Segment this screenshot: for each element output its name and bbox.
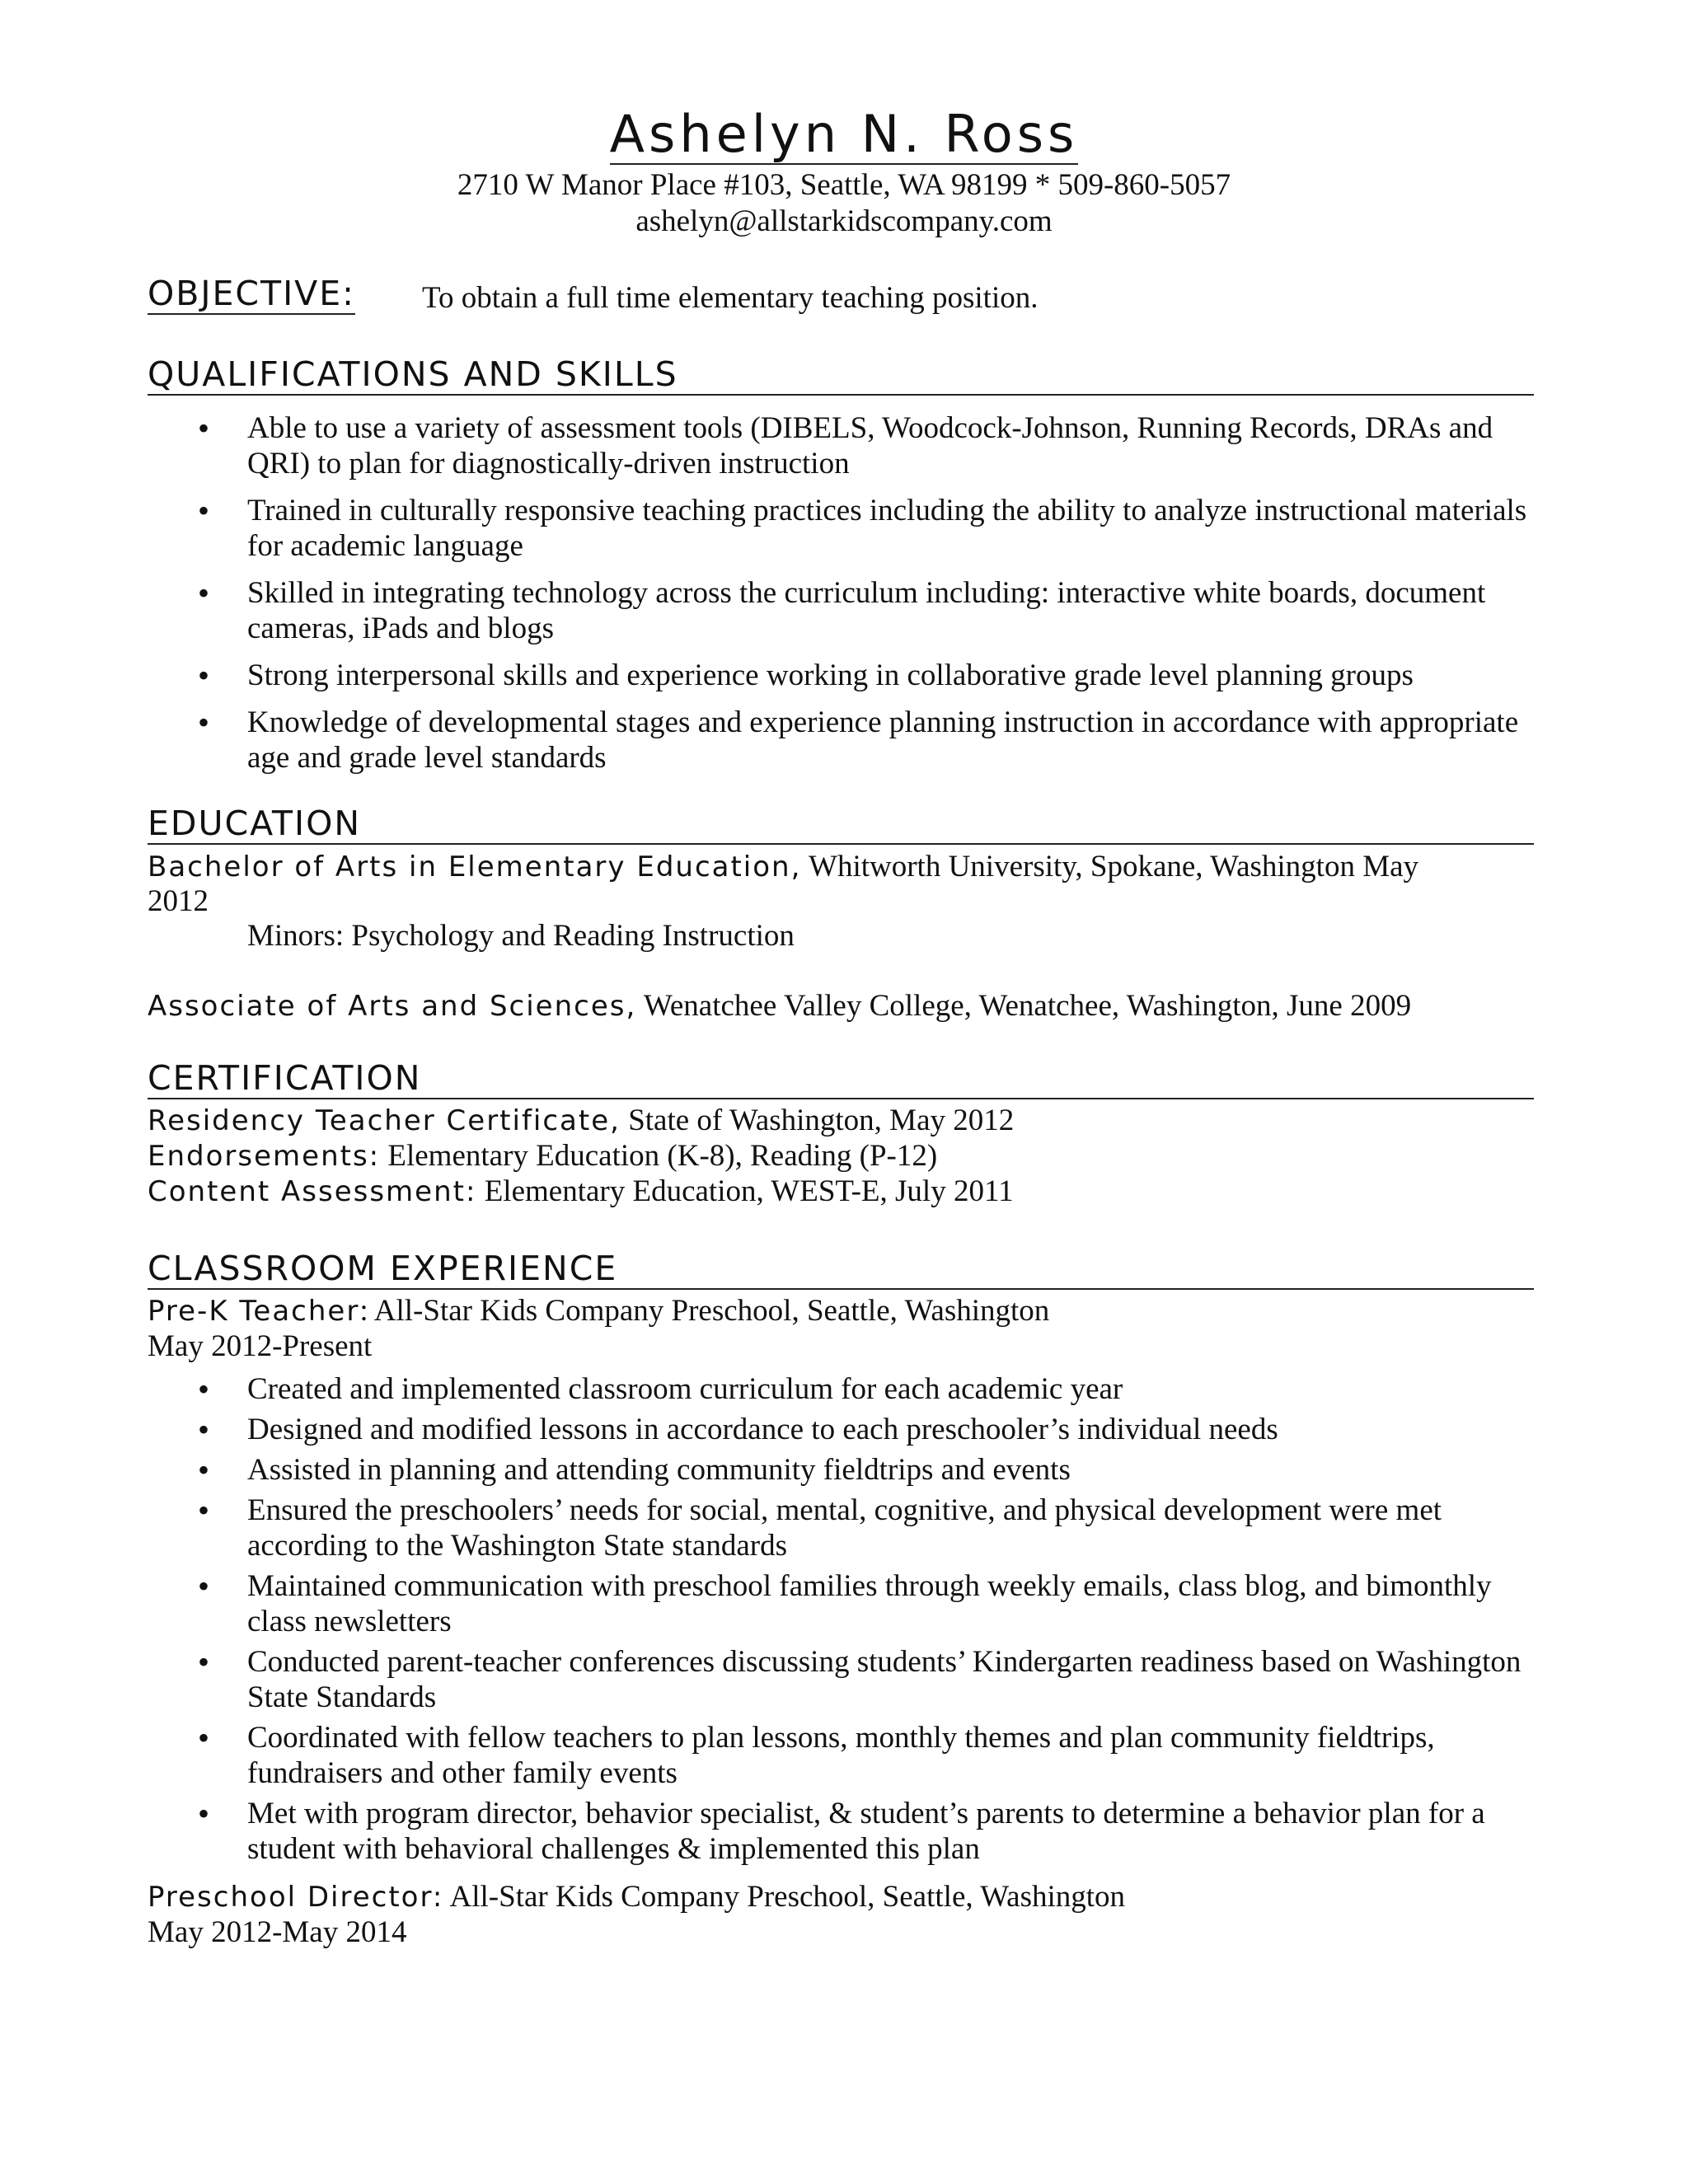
section-heading-certification: CERTIFICATION	[148, 1058, 1534, 1099]
degree-year: 2012	[148, 884, 209, 918]
candidate-name: Ashelyn N. Ross	[609, 104, 1079, 164]
list-item: • Strong interpersonal skills and experience working in collaborative grade level planning groups	[0, 658, 1533, 693]
list-item: • Ensured the preschoolers’ needs for social, mental, cognitive, and physical development were met according to the Washington State standards	[0, 1493, 1533, 1563]
section-heading-experience: CLASSROOM EXPERIENCE	[148, 1249, 1534, 1290]
job-2-heading	[148, 1879, 1125, 1915]
job-2-dates: May 2012-May 2014	[148, 1915, 407, 1949]
endorsements-detail: Elementary Education (K-8), Reading (P-12)	[387, 1139, 938, 1173]
job-place: All-Star Kids Company Preschool, Seattle, Washington	[449, 1880, 1126, 1914]
degree-detail: Whitworth University, Spokane, Washington May	[809, 850, 1419, 883]
certification-label: Residency Teacher Certificate,	[148, 1104, 621, 1137]
certification-line	[148, 1103, 1014, 1139]
list-item: • Able to use a variety of assessment tools (DIBELS, Woodcock-Johnson, Running Records, DRAs and QRI) to plan for diagnostically-driven instruction	[0, 410, 1533, 481]
list-item: • Met with program director, behavior specialist, & student’s parents to determine a behavior plan for a student with behavioral challenges & implemented this plan	[0, 1796, 1533, 1867]
qualifications-list	[0, 410, 1688, 776]
content-assessment-line	[148, 1174, 1014, 1210]
job-title: Pre-K Teacher	[148, 1295, 360, 1328]
section-heading-qualifications: QUALIFICATIONS AND SKILLS	[148, 354, 1534, 396]
endorsements-line	[148, 1138, 937, 1174]
job-1-dates: May 2012-Present	[148, 1329, 373, 1363]
list-item: • Assisted in planning and attending community fieldtrips and events	[0, 1452, 1533, 1488]
section-heading-education: EDUCATION	[148, 804, 1534, 845]
list-item: • Conducted parent-teacher conferences discussing students’ Kindergarten readiness based on Washington State Standards	[0, 1644, 1533, 1715]
contact-address: 2710 W Manor Place #103, Seattle, WA 98199 * 509-860-5057	[457, 168, 1231, 202]
job-place: : All-Star Kids Company Preschool, Seattle, Washington	[359, 1294, 1050, 1328]
list-item: • Maintained communication with preschool families through weekly emails, class blog, and bimonthly class newsletters	[0, 1568, 1533, 1639]
degree-title: Associate of Arts and Sciences,	[148, 990, 637, 1023]
education-degree-2	[148, 988, 1411, 1024]
objective-label: OBJECTIVE:	[148, 274, 355, 313]
endorsements-label: Endorsements:	[148, 1140, 381, 1173]
list-item: • Knowledge of developmental stages and experience planning instruction in accordance with appropriate age and grade level standards	[0, 705, 1533, 776]
contact-email: ashelyn@allstarkidscompany.com	[635, 204, 1053, 238]
certification-detail: State of Washington, May 2012	[628, 1104, 1015, 1137]
degree-minors: Minors: Psychology and Reading Instruction	[247, 919, 795, 953]
list-item: • Skilled in integrating technology across the curriculum including: interactive white boards, document cameras, iPads and blogs	[0, 575, 1533, 646]
content-assessment-label: Content Assessment:	[148, 1175, 477, 1208]
name-heading-wrap	[0, 105, 1688, 165]
job-1-heading	[148, 1293, 1049, 1329]
degree-detail: Wenatchee Valley College, Wenatchee, Washington, June 2009	[643, 989, 1412, 1023]
list-item: • Designed and modified lessons in accordance to each preschooler’s individual needs	[0, 1412, 1533, 1447]
degree-title: Bachelor of Arts in Elementary Education,	[148, 851, 802, 883]
job-1-duties	[0, 1371, 1688, 1867]
job-title: Preschool Director:	[148, 1881, 444, 1914]
education-degree-1	[148, 849, 1418, 885]
list-item: • Created and implemented classroom curriculum for each academic year	[0, 1371, 1533, 1407]
objective-text: To obtain a full time elementary teaching position.	[422, 281, 1039, 315]
content-assessment-detail: Elementary Education, WEST-E, July 2011	[484, 1174, 1014, 1208]
list-item: • Trained in culturally responsive teaching practices including the ability to analyze instructional materials for academic language	[0, 493, 1533, 564]
list-item: • Coordinated with fellow teachers to plan lessons, monthly themes and plan community fieldtrips, fundraisers and other family events	[0, 1720, 1533, 1791]
